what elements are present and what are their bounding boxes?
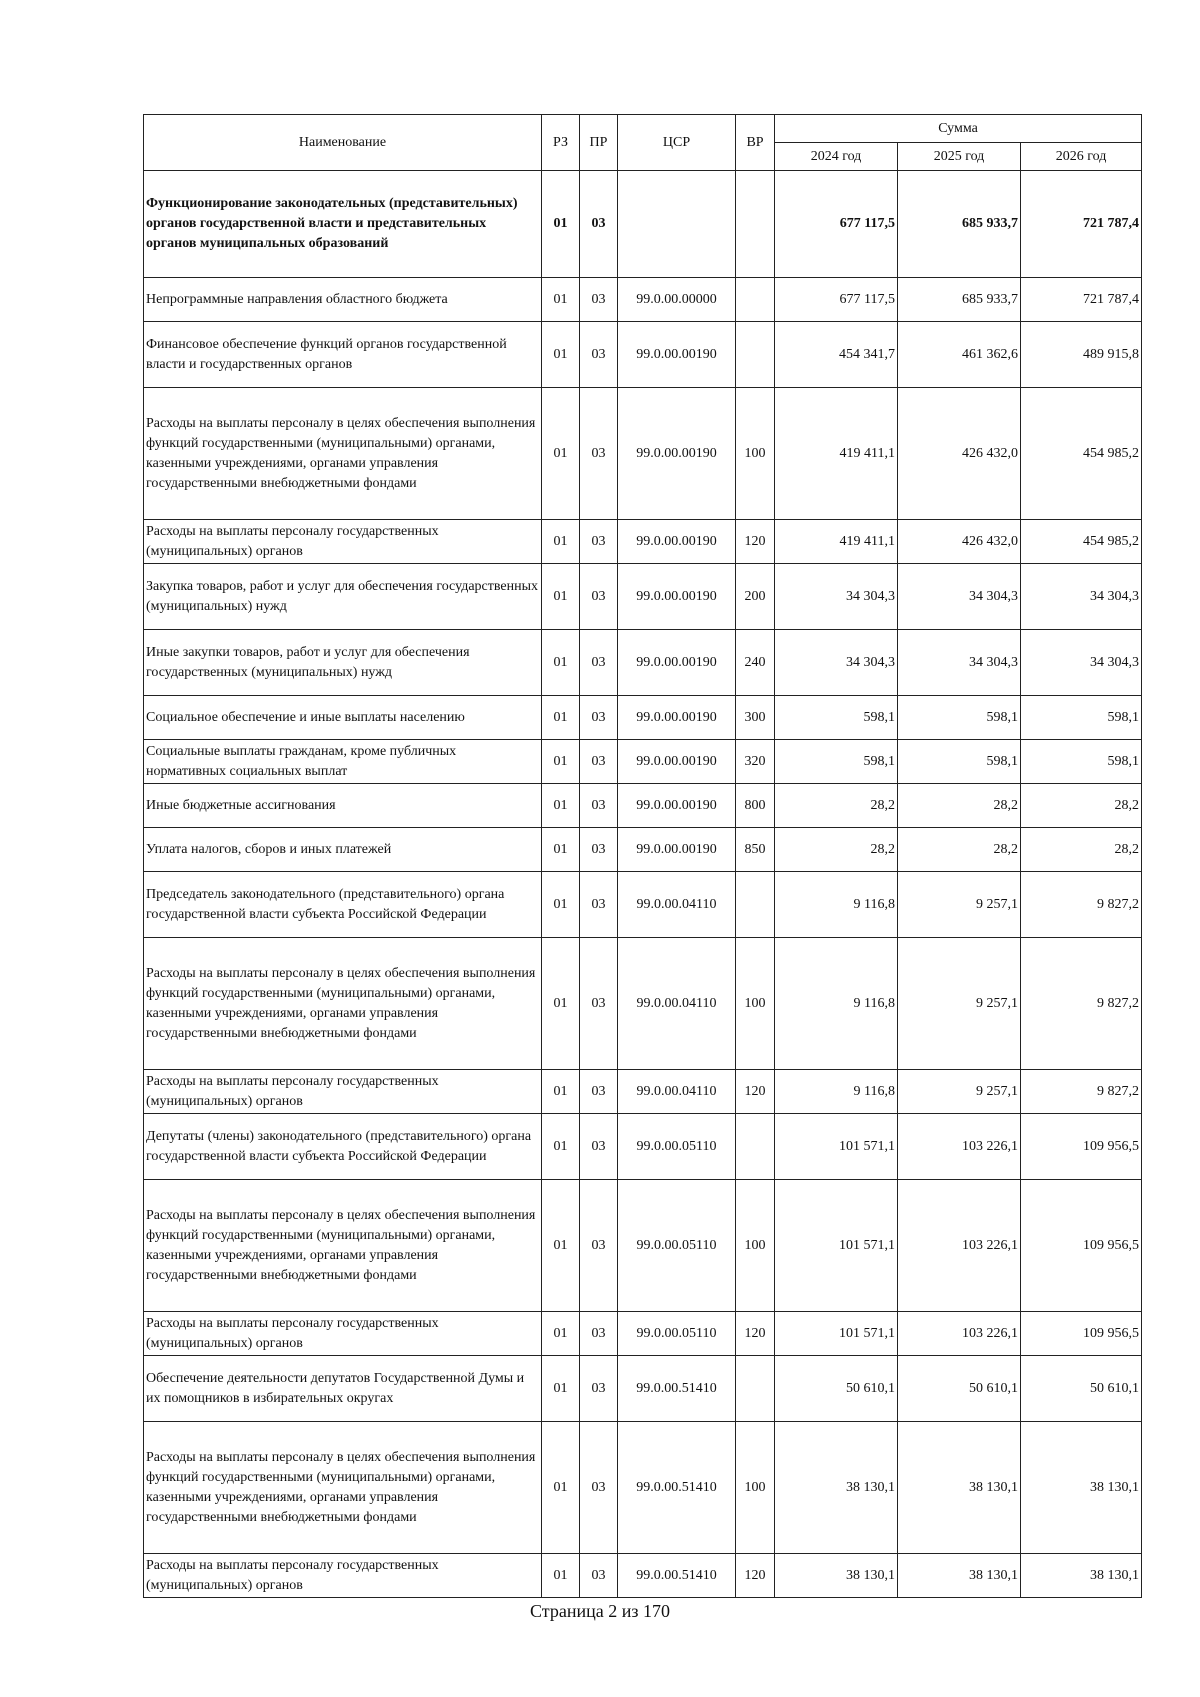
row-amount-2024: 9 116,8 (775, 1070, 898, 1114)
row-pr: 03 (580, 1554, 618, 1598)
table-row (144, 1554, 1142, 1598)
row-rz: 01 (542, 630, 580, 696)
row-amount-2025: 34 304,3 (898, 564, 1021, 630)
row-name: Расходы на выплаты персоналу в целях обеспечения выполнения функций государственными (муниципальными) органами, казенными учреждениями, органами управления государственными внебюджетными фондами (144, 1422, 542, 1554)
row-csr: 99.0.00.05110 (618, 1312, 736, 1356)
row-amount-2024: 28,2 (775, 784, 898, 828)
row-name: Обеспечение деятельности депутатов Государственной Думы и их помощников в избирательных округах (144, 1356, 542, 1422)
table-row (144, 630, 1142, 696)
row-pr: 03 (580, 564, 618, 630)
table-row (144, 872, 1142, 938)
row-name: Расходы на выплаты персоналу государственных (муниципальных) органов (144, 520, 542, 564)
row-csr: 99.0.00.51410 (618, 1554, 736, 1598)
page-number: Страница 2 из 170 (530, 1601, 670, 1621)
row-name: Расходы на выплаты персоналу государственных (муниципальных) органов (144, 1554, 542, 1598)
row-rz: 01 (542, 1180, 580, 1312)
row-amount-2026: 598,1 (1021, 696, 1142, 740)
row-name: Иные бюджетные ассигнования (144, 784, 542, 828)
row-rz: 01 (542, 388, 580, 520)
row-amount-2026: 721 787,4 (1021, 278, 1142, 322)
header-row-top (144, 115, 1142, 143)
row-name: Социальные выплаты гражданам, кроме публичных нормативных социальных выплат (144, 740, 542, 784)
row-amount-2024: 677 117,5 (775, 278, 898, 322)
row-pr: 03 (580, 828, 618, 872)
row-rz: 01 (542, 696, 580, 740)
table-row (144, 1180, 1142, 1312)
row-pr: 03 (580, 520, 618, 564)
table-row (144, 1114, 1142, 1180)
row-csr: 99.0.00.00190 (618, 740, 736, 784)
row-csr: 99.0.00.00190 (618, 696, 736, 740)
row-amount-2025: 598,1 (898, 696, 1021, 740)
table-row (144, 171, 1142, 278)
row-pr: 03 (580, 322, 618, 388)
row-amount-2026: 454 985,2 (1021, 388, 1142, 520)
row-name: Финансовое обеспечение функций органов государственной власти и государственных органов (144, 322, 542, 388)
row-amount-2024: 419 411,1 (775, 388, 898, 520)
row-amount-2024: 419 411,1 (775, 520, 898, 564)
row-vr: 300 (736, 696, 775, 740)
row-rz: 01 (542, 278, 580, 322)
row-csr: 99.0.00.00190 (618, 520, 736, 564)
row-amount-2026: 109 956,5 (1021, 1312, 1142, 1356)
row-vr: 120 (736, 1312, 775, 1356)
row-csr: 99.0.00.00190 (618, 564, 736, 630)
table-row (144, 696, 1142, 740)
row-pr: 03 (580, 938, 618, 1070)
row-amount-2026: 28,2 (1021, 784, 1142, 828)
row-amount-2025: 103 226,1 (898, 1312, 1021, 1356)
row-rz: 01 (542, 322, 580, 388)
row-amount-2025: 461 362,6 (898, 322, 1021, 388)
row-rz: 01 (542, 1114, 580, 1180)
row-vr (736, 1356, 775, 1422)
header-year-2025: 2025 год (898, 143, 1021, 171)
row-name: Расходы на выплаты персоналу в целях обеспечения выполнения функций государственными (муниципальными) органами, казенными учреждениями, органами управления государственными внебюджетными фондами (144, 388, 542, 520)
row-name: Расходы на выплаты персоналу государственных (муниципальных) органов (144, 1070, 542, 1114)
row-pr: 03 (580, 1312, 618, 1356)
header-vr: ВР (736, 115, 775, 171)
table-body (144, 171, 1142, 1598)
row-name: Расходы на выплаты персоналу государственных (муниципальных) органов (144, 1312, 542, 1356)
row-amount-2025: 426 432,0 (898, 520, 1021, 564)
row-csr: 99.0.00.00000 (618, 278, 736, 322)
header-rz: РЗ (542, 115, 580, 171)
row-amount-2024: 38 130,1 (775, 1422, 898, 1554)
header-pr: ПР (580, 115, 618, 171)
row-rz: 01 (542, 564, 580, 630)
table-row (144, 1422, 1142, 1554)
row-amount-2024: 101 571,1 (775, 1180, 898, 1312)
row-amount-2025: 9 257,1 (898, 872, 1021, 938)
table-row (144, 784, 1142, 828)
row-csr: 99.0.00.04110 (618, 1070, 736, 1114)
row-amount-2024: 677 117,5 (775, 171, 898, 278)
table-row (144, 1312, 1142, 1356)
row-name: Расходы на выплаты персоналу в целях обеспечения выполнения функций государственными (муниципальными) органами, казенными учреждениями, органами управления государственными внебюджетными фондами (144, 938, 542, 1070)
row-vr: 850 (736, 828, 775, 872)
row-csr: 99.0.00.00190 (618, 322, 736, 388)
row-amount-2025: 103 226,1 (898, 1180, 1021, 1312)
table-row (144, 564, 1142, 630)
row-amount-2026: 9 827,2 (1021, 1070, 1142, 1114)
row-name: Расходы на выплаты персоналу в целях обеспечения выполнения функций государственными (муниципальными) органами, казенными учреждениями, органами управления государственными внебюджетными фондами (144, 1180, 542, 1312)
row-rz: 01 (542, 1312, 580, 1356)
row-csr: 99.0.00.05110 (618, 1180, 736, 1312)
row-rz: 01 (542, 1422, 580, 1554)
row-rz: 01 (542, 171, 580, 278)
row-name: Депутаты (члены) законодательного (представительного) органа государственной власти субъекта Российской Федерации (144, 1114, 542, 1180)
row-csr: 99.0.00.00190 (618, 388, 736, 520)
row-pr: 03 (580, 1114, 618, 1180)
table-row (144, 278, 1142, 322)
row-csr: 99.0.00.00190 (618, 630, 736, 696)
row-amount-2026: 38 130,1 (1021, 1554, 1142, 1598)
row-rz: 01 (542, 872, 580, 938)
row-rz: 01 (542, 938, 580, 1070)
row-amount-2026: 9 827,2 (1021, 938, 1142, 1070)
row-pr: 03 (580, 1180, 618, 1312)
row-amount-2024: 34 304,3 (775, 564, 898, 630)
budget-table (143, 114, 1142, 1598)
table-row (144, 388, 1142, 520)
row-vr: 100 (736, 938, 775, 1070)
row-amount-2025: 38 130,1 (898, 1554, 1021, 1598)
row-csr: 99.0.00.51410 (618, 1422, 736, 1554)
row-vr (736, 171, 775, 278)
row-vr: 120 (736, 1554, 775, 1598)
row-amount-2026: 34 304,3 (1021, 564, 1142, 630)
row-amount-2026: 598,1 (1021, 740, 1142, 784)
row-vr (736, 872, 775, 938)
table-row (144, 1356, 1142, 1422)
row-csr: 99.0.00.00190 (618, 828, 736, 872)
row-amount-2026: 34 304,3 (1021, 630, 1142, 696)
row-vr: 240 (736, 630, 775, 696)
row-amount-2025: 9 257,1 (898, 938, 1021, 1070)
row-rz: 01 (542, 1070, 580, 1114)
row-pr: 03 (580, 696, 618, 740)
row-name: Уплата налогов, сборов и иных платежей (144, 828, 542, 872)
row-amount-2026: 50 610,1 (1021, 1356, 1142, 1422)
row-amount-2025: 426 432,0 (898, 388, 1021, 520)
row-name: Закупка товаров, работ и услуг для обеспечения государственных (муниципальных) нужд (144, 564, 542, 630)
row-vr: 800 (736, 784, 775, 828)
row-csr (618, 171, 736, 278)
row-name: Председатель законодательного (представительного) органа государственной власти субъекта Российской Федерации (144, 872, 542, 938)
table-row (144, 520, 1142, 564)
row-vr: 320 (736, 740, 775, 784)
row-amount-2026: 38 130,1 (1021, 1422, 1142, 1554)
row-vr: 100 (736, 1422, 775, 1554)
row-name: Социальное обеспечение и иные выплаты населению (144, 696, 542, 740)
row-amount-2024: 34 304,3 (775, 630, 898, 696)
row-amount-2026: 9 827,2 (1021, 872, 1142, 938)
row-amount-2026: 109 956,5 (1021, 1180, 1142, 1312)
row-vr: 100 (736, 1180, 775, 1312)
row-amount-2024: 28,2 (775, 828, 898, 872)
header-sum: Сумма (775, 115, 1142, 143)
row-amount-2025: 685 933,7 (898, 171, 1021, 278)
row-pr: 03 (580, 1422, 618, 1554)
row-amount-2024: 9 116,8 (775, 872, 898, 938)
row-vr (736, 278, 775, 322)
row-pr: 03 (580, 278, 618, 322)
row-rz: 01 (542, 828, 580, 872)
row-pr: 03 (580, 171, 618, 278)
row-pr: 03 (580, 740, 618, 784)
row-amount-2025: 685 933,7 (898, 278, 1021, 322)
row-rz: 01 (542, 1554, 580, 1598)
row-csr: 99.0.00.51410 (618, 1356, 736, 1422)
row-name: Функционирование законодательных (представительных) органов государственной власти и представительных органов муниципальных образований (144, 171, 542, 278)
row-csr: 99.0.00.04110 (618, 938, 736, 1070)
row-amount-2025: 50 610,1 (898, 1356, 1021, 1422)
row-rz: 01 (542, 1356, 580, 1422)
row-pr: 03 (580, 630, 618, 696)
row-amount-2024: 598,1 (775, 740, 898, 784)
row-amount-2025: 103 226,1 (898, 1114, 1021, 1180)
row-amount-2024: 50 610,1 (775, 1356, 898, 1422)
row-vr: 120 (736, 520, 775, 564)
row-name: Иные закупки товаров, работ и услуг для обеспечения государственных (муниципальных) нужд (144, 630, 542, 696)
table-row (144, 938, 1142, 1070)
row-amount-2024: 598,1 (775, 696, 898, 740)
row-amount-2026: 28,2 (1021, 828, 1142, 872)
row-csr: 99.0.00.00190 (618, 784, 736, 828)
row-rz: 01 (542, 740, 580, 784)
row-vr (736, 1114, 775, 1180)
header-name: Наименование (144, 115, 542, 171)
row-amount-2024: 101 571,1 (775, 1312, 898, 1356)
table-row (144, 828, 1142, 872)
header-year-2024: 2024 год (775, 143, 898, 171)
row-amount-2026: 489 915,8 (1021, 322, 1142, 388)
row-vr: 200 (736, 564, 775, 630)
row-amount-2025: 9 257,1 (898, 1070, 1021, 1114)
row-amount-2026: 454 985,2 (1021, 520, 1142, 564)
row-vr: 120 (736, 1070, 775, 1114)
row-amount-2026: 109 956,5 (1021, 1114, 1142, 1180)
table-row (144, 740, 1142, 784)
header-csr: ЦСР (618, 115, 736, 171)
table-row (144, 1070, 1142, 1114)
row-csr: 99.0.00.04110 (618, 872, 736, 938)
row-amount-2024: 454 341,7 (775, 322, 898, 388)
row-pr: 03 (580, 1070, 618, 1114)
row-amount-2025: 28,2 (898, 784, 1021, 828)
header-year-2026: 2026 год (1021, 143, 1142, 171)
row-amount-2026: 721 787,4 (1021, 171, 1142, 278)
row-csr: 99.0.00.05110 (618, 1114, 736, 1180)
row-rz: 01 (542, 784, 580, 828)
row-name: Непрограммные направления областного бюджета (144, 278, 542, 322)
row-amount-2025: 598,1 (898, 740, 1021, 784)
row-pr: 03 (580, 872, 618, 938)
row-amount-2025: 38 130,1 (898, 1422, 1021, 1554)
row-amount-2024: 101 571,1 (775, 1114, 898, 1180)
row-pr: 03 (580, 388, 618, 520)
row-rz: 01 (542, 520, 580, 564)
row-amount-2024: 9 116,8 (775, 938, 898, 1070)
row-vr: 100 (736, 388, 775, 520)
row-amount-2024: 38 130,1 (775, 1554, 898, 1598)
row-amount-2025: 34 304,3 (898, 630, 1021, 696)
row-pr: 03 (580, 784, 618, 828)
table-row (144, 322, 1142, 388)
row-amount-2025: 28,2 (898, 828, 1021, 872)
row-vr (736, 322, 775, 388)
row-pr: 03 (580, 1356, 618, 1422)
